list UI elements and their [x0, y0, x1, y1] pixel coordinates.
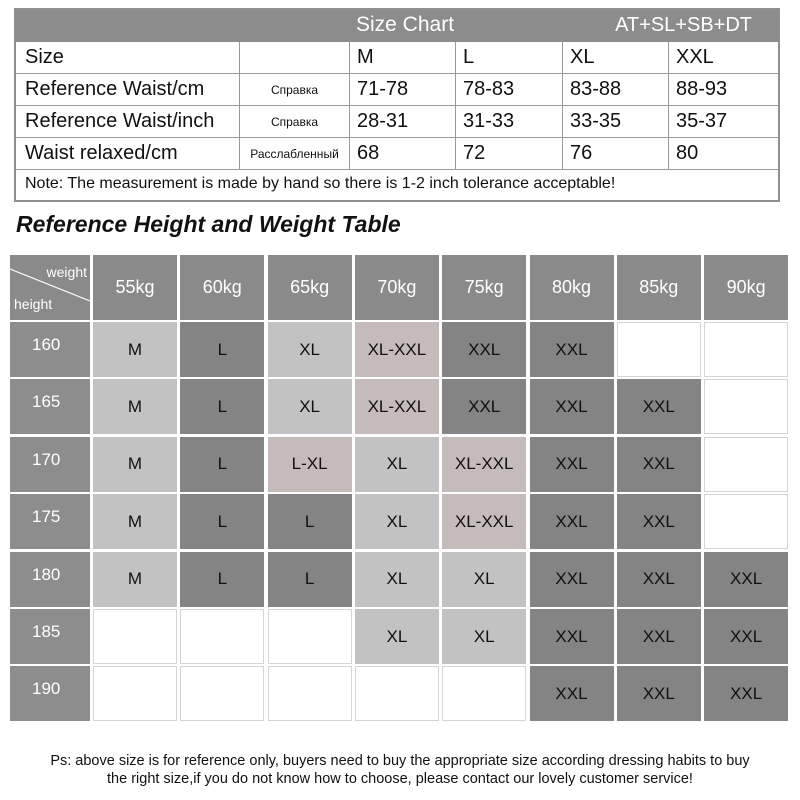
size-cell: XXL: [442, 322, 526, 377]
size-value: 88-93: [676, 78, 728, 100]
empty-cell: [355, 666, 439, 721]
height-header-165: 165: [10, 379, 90, 434]
empty-cell: [704, 379, 788, 434]
size-value: 33-35: [563, 106, 669, 137]
empty-cell: [617, 322, 701, 377]
size-cell: XXL: [617, 379, 701, 434]
empty-cell: [268, 666, 352, 721]
size-cell: XXL: [442, 379, 526, 434]
empty-cell: [180, 609, 264, 664]
size-cell: M: [93, 379, 177, 434]
size-cell: XL-XXL: [355, 322, 439, 377]
size-value: 83-88: [563, 74, 669, 105]
height-header-185: 185: [10, 609, 90, 664]
size-value: 71-78: [350, 74, 456, 105]
size-cell: XXL: [617, 494, 701, 549]
tolerance-note: Note: The measurement is made by hand so there is 1-2 inch tolerance acceptable!: [25, 175, 616, 192]
size-cell: L: [180, 437, 264, 492]
size-cell: XXL: [530, 609, 614, 664]
size-cell: XL: [268, 379, 352, 434]
size-cell: XXL: [530, 322, 614, 377]
size-cell: XL-XXL: [442, 437, 526, 492]
size-value: 35-37: [676, 110, 728, 132]
size-cell: M: [93, 552, 177, 607]
size-cell: XXL: [530, 494, 614, 549]
size-chart-model: AT+SL+SB+DT: [615, 14, 752, 36]
size-cell: XXL: [617, 437, 701, 492]
size-value: 68: [350, 138, 456, 169]
corner-height-label: height: [14, 296, 53, 312]
weight-header-60kg: 60kg: [180, 255, 264, 320]
row-label: Waist relaxed/cm: [16, 138, 240, 169]
size-cell: L: [180, 379, 264, 434]
size-value: 78-83: [456, 74, 563, 105]
weight-header-80kg: 80kg: [530, 255, 614, 320]
weight-header-65kg: 65kg: [268, 255, 352, 320]
footnote-line: the right size,if you do not know how to choose, please contact our lovely customer service!: [107, 771, 693, 787]
corner-weight-label: weight: [46, 264, 87, 280]
empty-cell: [704, 437, 788, 492]
empty-cell: [180, 666, 264, 721]
weight-header-90kg: 90kg: [704, 255, 788, 320]
size-cell: XXL: [530, 552, 614, 607]
empty-cell: [704, 322, 788, 377]
size-cell: XXL: [617, 609, 701, 664]
size-cell: L: [268, 552, 352, 607]
empty-cell: [93, 609, 177, 664]
size-cell: M: [93, 437, 177, 492]
empty-cell: [268, 609, 352, 664]
size-value: 76: [563, 138, 669, 169]
size-cell: XL: [442, 552, 526, 607]
size-cell: XXL: [530, 379, 614, 434]
size-cell: M: [93, 322, 177, 377]
weight-header-55kg: 55kg: [93, 255, 177, 320]
height-weight-heading: Reference Height and Weight Table: [16, 211, 401, 237]
size-value: 72: [456, 138, 563, 169]
row-label-ru: Расслабленный: [240, 138, 350, 169]
size-cell: XL: [355, 609, 439, 664]
row-label: Reference Waist/cm: [16, 74, 240, 105]
size-cell: XXL: [704, 666, 788, 721]
height-header-175: 175: [10, 494, 90, 549]
size-header: XXL: [676, 46, 714, 68]
size-cell: XL: [442, 609, 526, 664]
row-label: Reference Waist/inch: [16, 106, 240, 137]
row-label-ru: Справка: [240, 106, 350, 137]
size-value: 31-33: [456, 106, 563, 137]
size-cell: M: [93, 494, 177, 549]
size-cell: XL: [268, 322, 352, 377]
empty-cell: [93, 666, 177, 721]
size-chart-title: Size Chart: [356, 13, 455, 36]
size-cell: XL-XXL: [355, 379, 439, 434]
footnote-line: Ps: above size is for reference only, buyers need to buy the appropriate size according dressing habits to buy: [50, 753, 750, 769]
height-header-170: 170: [10, 437, 90, 492]
weight-header-75kg: 75kg: [442, 255, 526, 320]
size-cell: XL: [355, 494, 439, 549]
weight-header-85kg: 85kg: [617, 255, 701, 320]
footnote: [10, 752, 790, 788]
empty-cell: [704, 494, 788, 549]
size-cell: XXL: [530, 437, 614, 492]
size-cell: XL: [355, 552, 439, 607]
size-cell: XXL: [617, 666, 701, 721]
size-cell: XXL: [617, 552, 701, 607]
height-header-160: 160: [10, 322, 90, 377]
size-header: XL: [563, 42, 669, 73]
height-header-180: 180: [10, 552, 90, 607]
size-cell: XXL: [704, 609, 788, 664]
size-cell: XXL: [704, 552, 788, 607]
size-cell: L-XL: [268, 437, 352, 492]
row-label-ru: Справка: [240, 74, 350, 105]
size-value: 80: [676, 142, 699, 164]
size-cell: L: [180, 552, 264, 607]
size-header: L: [456, 42, 563, 73]
size-cell: L: [180, 494, 264, 549]
size-label: Size: [16, 42, 240, 73]
empty-cell: [442, 666, 526, 721]
weight-header-70kg: 70kg: [355, 255, 439, 320]
size-cell: L: [180, 322, 264, 377]
height-header-190: 190: [10, 666, 90, 721]
size-value: 28-31: [350, 106, 456, 137]
size-cell: XL: [355, 437, 439, 492]
size-cell: L: [268, 494, 352, 549]
size-cell: XXL: [530, 666, 614, 721]
size-header: M: [350, 42, 456, 73]
corner-header-cell: [10, 255, 90, 320]
size-cell: XL-XXL: [442, 494, 526, 549]
